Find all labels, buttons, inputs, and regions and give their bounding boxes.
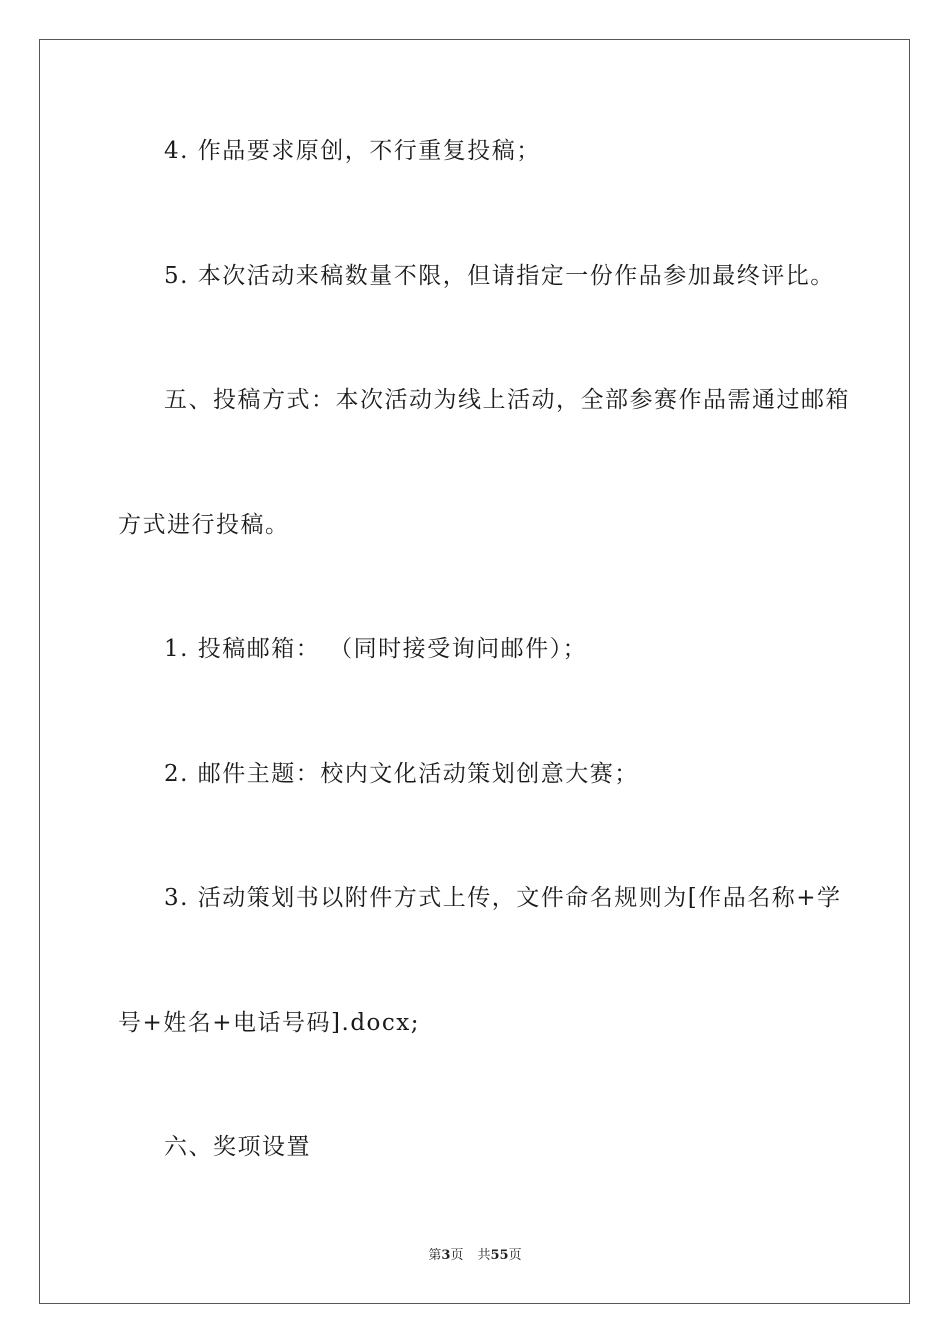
paragraph-item-2-subject: 2. 邮件主题：校内文化活动策划创意大赛；: [164, 761, 639, 787]
paragraph-item-3-continuation: 号+姓名+电话号码].docx;: [118, 1010, 420, 1036]
footer-page-suffix: 页: [450, 1248, 464, 1263]
section-5-continuation: 方式进行投稿。: [118, 512, 290, 538]
footer-page-number: 3: [441, 1248, 451, 1263]
paragraph-item-1-email: 1. 投稿邮箱： （同时接受询问邮件）；: [164, 636, 588, 662]
footer-total-pages: 55: [490, 1248, 509, 1263]
footer-total-suffix: 页: [508, 1248, 522, 1263]
footer-page-prefix: 第: [428, 1248, 442, 1263]
page-border: [39, 39, 910, 1304]
paragraph-item-3-attachment: 3. 活动策划书以附件方式上传，文件命名规则为[作品名称+学: [164, 885, 842, 911]
section-6-heading: 六、奖项设置: [164, 1134, 311, 1160]
paragraph-item-5: 5. 本次活动来稿数量不限，但请指定一份作品参加最终评比。: [164, 263, 835, 289]
paragraph-item-4: 4. 作品要求原创，不行重复投稿；: [164, 138, 541, 164]
section-5-heading: 五、投稿方式：本次活动为线上活动，全部参赛作品需通过邮箱: [164, 387, 850, 413]
footer-total-prefix: 共: [477, 1248, 491, 1263]
page-footer: [0, 1247, 950, 1265]
